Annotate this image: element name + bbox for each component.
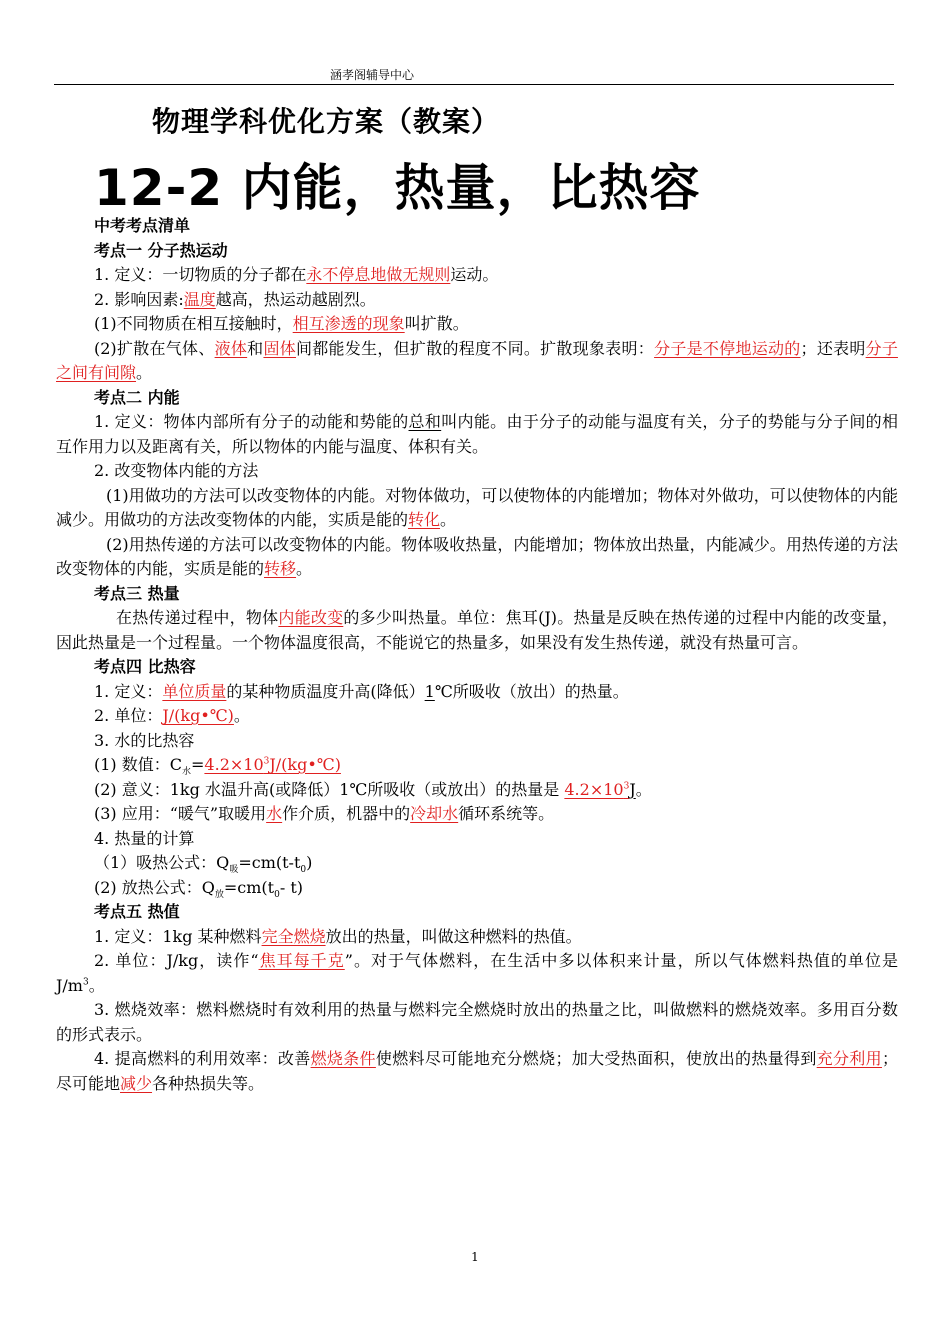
answer-blank: 分子之间有间隙 <box>56 338 898 382</box>
paragraph: 1. 定义：一切物质的分子都在永不停息地做无规则运动。 <box>94 265 499 284</box>
paragraph: (3) 应用：“暖气”取暖用水作介质，机器中的冷却水循环系统等。 <box>94 804 555 823</box>
paragraph: 4. 提高燃料的利用效率：改善燃烧条件使燃料尽可能地充分燃烧；加大受热面积，使放出的热量得到充分利用；尽可能地减少各种热损失等。 <box>56 1049 898 1093</box>
answer-blank: 液体 <box>214 338 248 358</box>
lesson-title: 12-2 内能，热量，比热容 <box>94 159 701 217</box>
answer-blank: 水 <box>266 804 283 823</box>
paragraph: 2. 影响因素:温度越高，热运动越剧烈。 <box>94 289 376 309</box>
paragraph: 1. 定义：物体内部所有分子的动能和势能的总和叫内能。由于分子的动能与温度有关，分子的势能与分子间的相互作用力以及距离有关，所以物体的内能与温度、体积有关。 <box>56 412 898 456</box>
section-heading: 中考考点清单 <box>94 216 191 235</box>
answer-blank: 焦耳每千克 <box>258 951 345 970</box>
page-header: 涵孝阁辅导中心 <box>330 68 415 82</box>
answer-blank: 转移 <box>264 559 297 578</box>
section-heading: 考点五 热值 <box>94 902 180 921</box>
answer-blank: 相互渗透的现象 <box>292 314 405 333</box>
paragraph: 2. 改变物体内能的方法 <box>94 461 259 480</box>
section-heading: 考点四 比热容 <box>94 657 196 676</box>
paragraph: 3. 燃烧效率：燃料燃烧时有效利用的热量与燃料完全燃烧时放出的热量之比，叫做燃料的燃烧效率。多用百分数的形式表示。 <box>56 1000 898 1044</box>
document-title: 物理学科优化方案（教案） <box>152 105 501 138</box>
paragraph: (2) 意义：1kg 水温升高(或降低）1℃所吸收（或放出）的热量是 $4.2\times 10^3J$。 <box>94 779 652 799</box>
paragraph: 1. 定义：单位质量的某种物质温度升高(降低）1℃所吸收（放出）的热量。 <box>94 681 629 701</box>
section-heading: 考点二 内能 <box>94 387 180 407</box>
formula: (2) 放热公式：$Q_放=cm(t_0-$ t) <box>94 877 304 900</box>
answer-blank: 永不停息地做无规则 <box>306 265 451 284</box>
answer-blank: 转化 <box>408 510 441 529</box>
answer-blank: 单位质量 <box>162 681 227 701</box>
paragraph: 4. 热量的计算 <box>94 828 195 848</box>
answer-blank: 冷却水 <box>410 804 459 823</box>
answer-blank: 温度 <box>183 289 216 309</box>
answer-blank: $4.2\times 10^3$ <box>564 779 630 799</box>
answer-blank: 完全燃烧 <box>261 926 326 946</box>
document-body <box>56 214 898 1096</box>
answer-blank: 内能改变 <box>278 608 344 627</box>
answer-blank: 燃烧条件 <box>310 1049 376 1068</box>
section-heading: 考点一 分子热运动 <box>94 240 228 260</box>
answer-blank: 分子是不停地运动的 <box>654 338 801 358</box>
answer-blank: 固体 <box>263 338 296 358</box>
paragraph: (2)用热传递的方法可以改变物体的内能。物体吸收热量，内能增加；物体放出热量，内能减少。用热传递的方法改变物体的内能，实质是能的转移。 <box>56 534 898 578</box>
paragraph: (1)不同物质在相互接触时，相互渗透的现象叫扩散。 <box>94 314 469 333</box>
answer-blank: J/(kg•℃) <box>162 706 234 725</box>
paragraph: 1. 定义：1kg 某种燃料完全燃烧放出的热量，叫做这种燃料的热值。 <box>94 926 582 946</box>
paragraph: 3. 水的比热容 <box>94 730 195 750</box>
paragraph: 2. 单位：J/(kg•℃)。 <box>94 706 250 725</box>
page-number: 1 <box>471 1250 479 1264</box>
paragraph: 在热传递过程中，物体内能改变的多少叫热量。单位：焦耳(J)。热量是反映在热传递的过程中内能的改变量，因此热量是一个过程量。一个物体温度很高，不能说它的热量多，如果没有发生热传递，就没有热量可言。 <box>56 608 898 652</box>
section-heading: 考点三 热量 <box>94 583 180 603</box>
paragraph: (1)用做功的方法可以改变物体的内能。对物体做功，可以使物体的内能增加；物体对外做功，可以使物体的内能减少。用做功的方法改变物体的内能，实质是能的转化。 <box>56 485 898 529</box>
header-rule <box>54 84 894 85</box>
paragraph: (2)扩散在气体、液体和固体间都能发生，但扩散的程度不同。扩散现象表明：分子是不停地运动的；还表明分子之间有间隙。 <box>56 338 898 382</box>
paragraph: (1) 数值：$C_水=4.2\times 10^3J/(kg•℃)$ <box>94 755 341 778</box>
answer-blank: 充分利用 <box>816 1049 882 1068</box>
answer-blank: $4.2\times 10^3J/(kg•℃)$ <box>204 755 341 774</box>
formula: （1）吸热公式：$Q_吸=cm(t-t_0)$ <box>94 853 313 876</box>
answer-blank: 减少 <box>120 1073 153 1093</box>
paragraph: 2. 单位：J/kg，读作“焦耳每千克”。对于气体燃料，在生活中多以体积来计量，所以气体燃料热值的单位是 $J/m^3$。 <box>56 951 898 995</box>
